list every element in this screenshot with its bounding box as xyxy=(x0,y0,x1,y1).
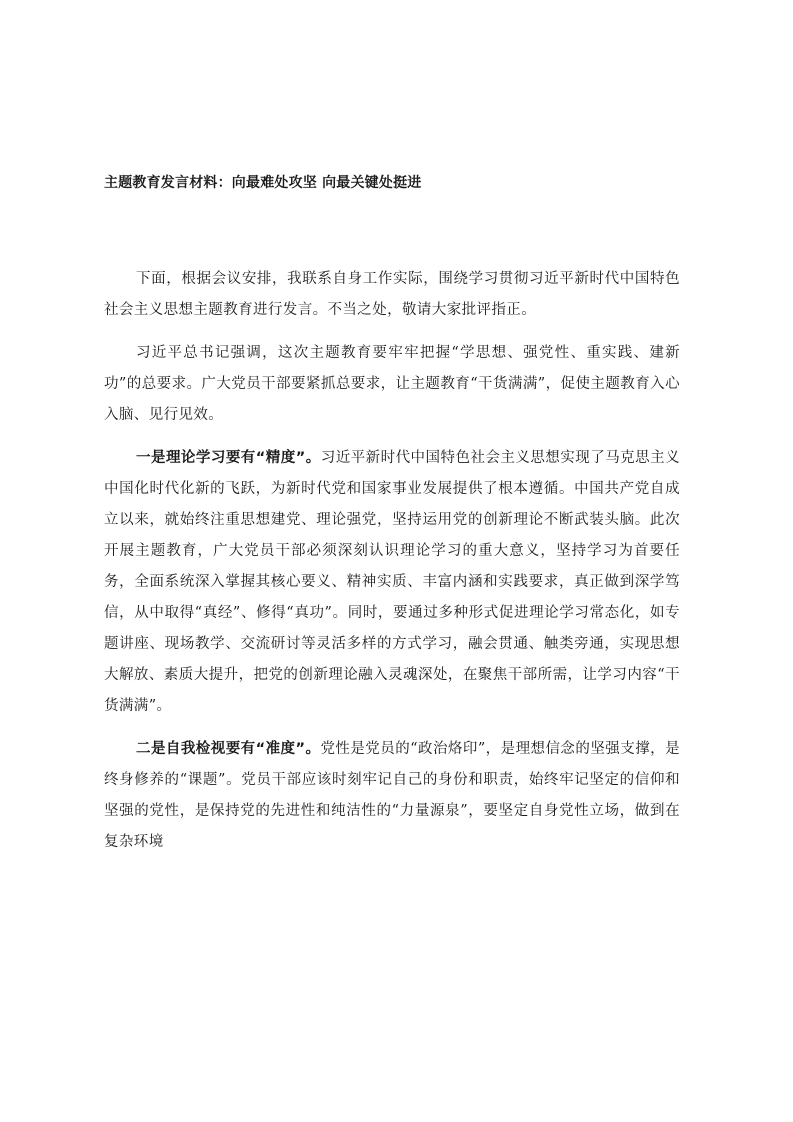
paragraph-text: 下面，根据会议安排，我联系自身工作实际，围绕学习贯彻习近平新时代中国特色社会主义思想主题教育进行发言。不当之处，敬请大家批评指正。 xyxy=(104,271,680,318)
document-body xyxy=(104,264,680,870)
paragraph-point-two xyxy=(104,734,680,858)
paragraph-lead: 二是自我检视要有“准度”。 xyxy=(136,741,321,757)
paragraph-text: 习近平总书记强调，这次主题教育要牢牢把握“学思想、强党性、重实践、建新功”的总要求。广大党员干部要紧抓总要求，让主题教育“干货满满”，促使主题教育入心入脑、见行见效。 xyxy=(104,345,680,423)
paragraph-intro xyxy=(104,264,680,326)
paragraph-requirements xyxy=(104,338,680,431)
paragraph-point-one xyxy=(104,443,680,722)
paragraph-text: 党性是党员的“政治烙印”，是理想信念的坚强支撑，是终身修养的“课题”。党员干部应该时刻牢记自己的身份和职责，始终牢记坚定的信仰和坚强的党性，是保持党的先进性和纯洁性的“力量源泉”，要坚定自身党性立场，做到在复杂环境 xyxy=(104,741,680,850)
document-title: 主题教育发言材料：向最难处攻坚 向最关键处挺进 xyxy=(104,175,422,191)
paragraph-text: 习近平新时代中国特色社会主义思想实现了马克思主义中国化时代化新的飞跃，为新时代党和国家事业发展提供了根本遵循。中国共产党自成立以来，就始终注重思想建党、理论强党，坚持运用党的创新理论不断武装头脑。此次开展主题教育，广大党员干部必须深刻认识理论学习的重大意义，坚持学习为首要任务，全面系统深入掌握其核心要义、精神实质、丰富内涵和实践要求，真正做到深学笃信，从中取得“真经”、修得“真功”。同时，要通过多种形式促进理论学习常态化，如专题讲座、现场教学、交流研讨等灵活多样的方式学习，融会贯通、触类旁通，实现思想大解放、素质大提升，把党的创新理论融入灵魂深处，在聚焦干部所需，让学习内容“干货满满”。 xyxy=(104,450,680,714)
paragraph-lead: 一是理论学习要有“精度”。 xyxy=(136,450,321,466)
